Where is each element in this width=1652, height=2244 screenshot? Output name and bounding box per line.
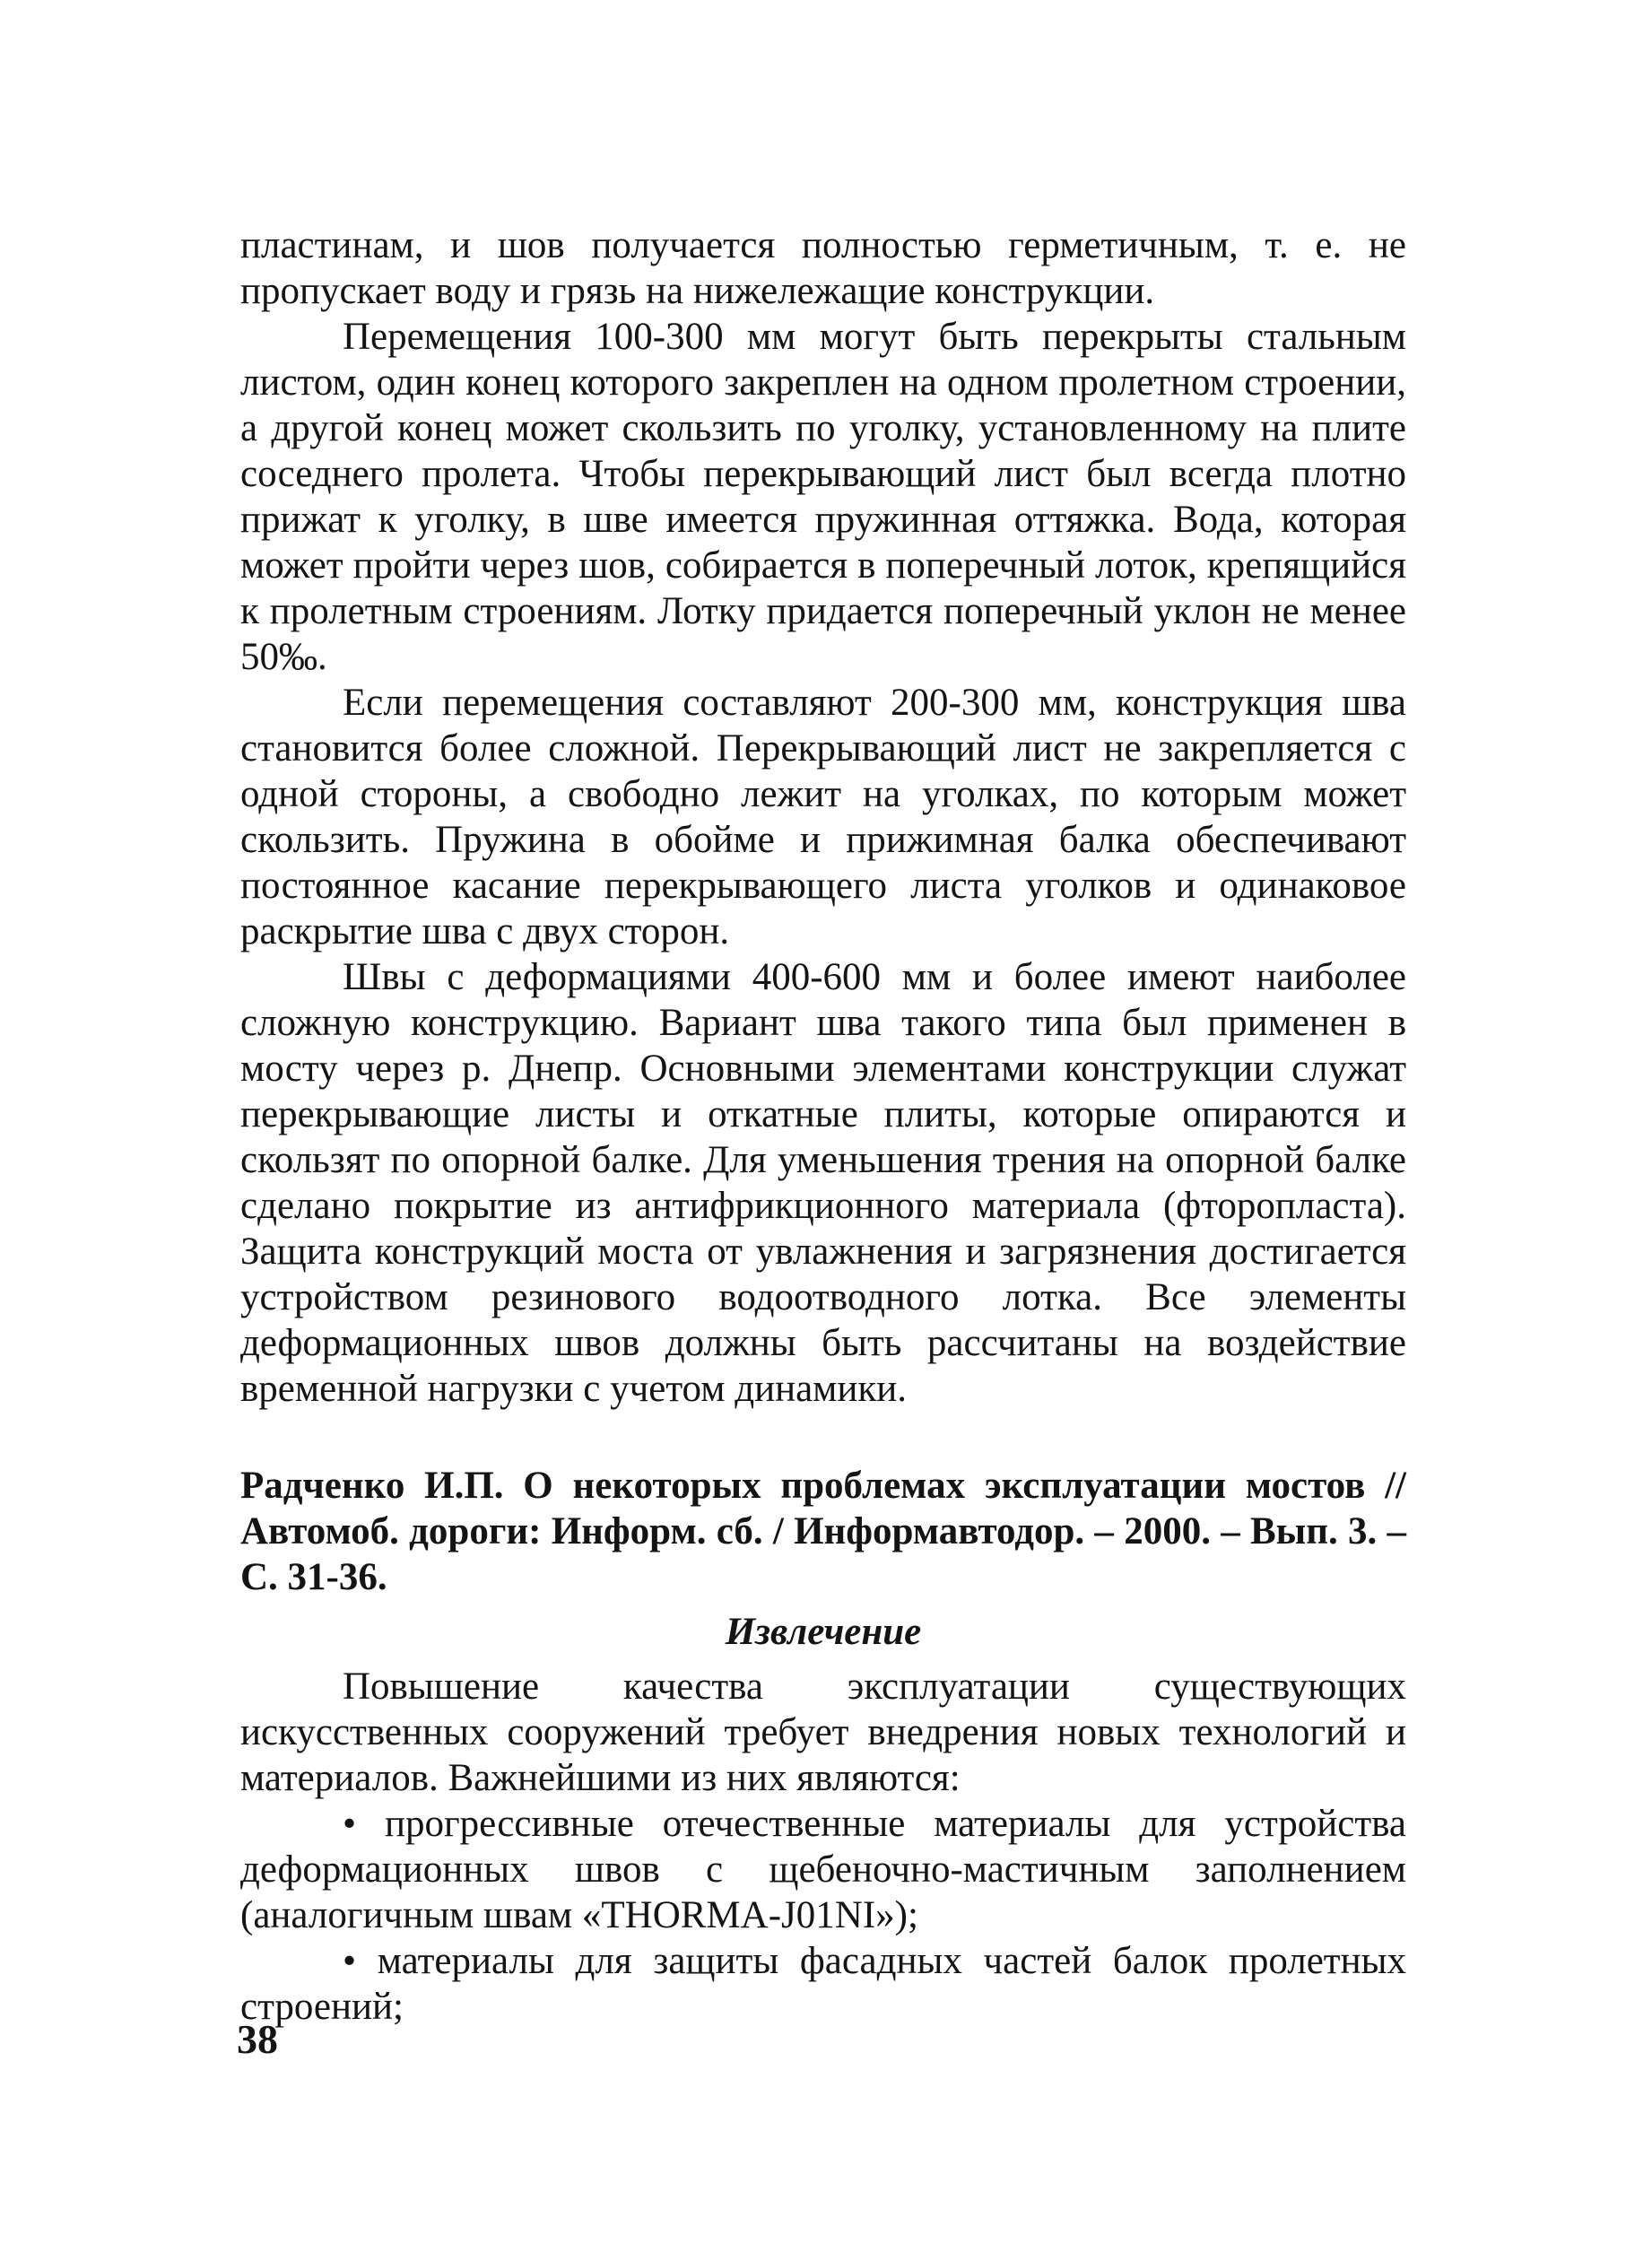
bibliographic-citation: Радченко И.П. О некоторых проблемах эксплуатации мостов // Автомоб. дороги: Информ. сб. / Информавтодор. – 2000. – Вып. 3. – С. 31-36. <box>240 1465 1406 1598</box>
paragraph-intro: Повышение качества эксплуатации существующих искусственных сооружений требует внедрения новых технологий и материалов. Важнейшими из них являются: <box>240 1666 1406 1799</box>
paragraph-continuation: пластинам, и шов получается полностью герметичным, т. е. не пропускает воду и грязь на нижележащие конструкции. <box>240 224 1406 312</box>
page-body <box>240 222 1406 2030</box>
list-item: • материалы для защиты фасадных частей балок пролетных строений; <box>240 1940 1406 2028</box>
paragraph-large-deformation: Швы с деформациями 400-600 мм и более имеют наиболее сложную конструкцию. Вариант шва такого типа был применен в мосту через р. Днепр. Основными элементами конструкции служат перекрывающие листы и откатные плиты, которые опираются и скользят по опорной балке. Для уменьшения трения на опорной балке сделано покрытие из антифрикционного материала (фторопласта). Защита конструкций моста от увлажнения и загрязнения достигается устройством резинового водоотводного лотка. Все элементы деформационных швов должны быть рассчитаны на воздействие временной нагрузки с учетом динамики. <box>240 956 1406 1410</box>
list-item: • прогрессивные отечественные материалы для устройства деформационных швов с щебеночно-мастичным заполнением (аналогичным швам «THORMA-J01NI»); <box>240 1803 1406 1936</box>
page-number: 38 <box>237 2016 278 2062</box>
paragraph-complex-joint: Если перемещения составляют 200-300 мм, конструкция шва становится более сложной. Перекрывающий лист не закрепляется с одной стороны, а свободно лежит на уголках, по которым может скользить. Пружина в обойме и прижимная балка обеспечивают постоянное касание перекрывающего листа уголков и одинаковое раскрытие шва с двух сторон. <box>240 682 1406 952</box>
paragraph-steel-sheet: Перемещения 100-300 мм могут быть перекрыты стальным листом, один конец которого закреплен на одном пролетном строении, а другой конец может скользить по уголку, установленному на плите соседнего пролета. Чтобы перекрывающий лист был всегда плотно прижат к уголку, в шве имеется пружинная оттяжка. Вода, которая может пройти через шов, собирается в поперечный лоток, крепящийся к пролетным строениям. Лотку придается поперечный уклон не менее 50‰. <box>240 316 1406 678</box>
section-heading: Извлечение <box>725 1611 922 1653</box>
